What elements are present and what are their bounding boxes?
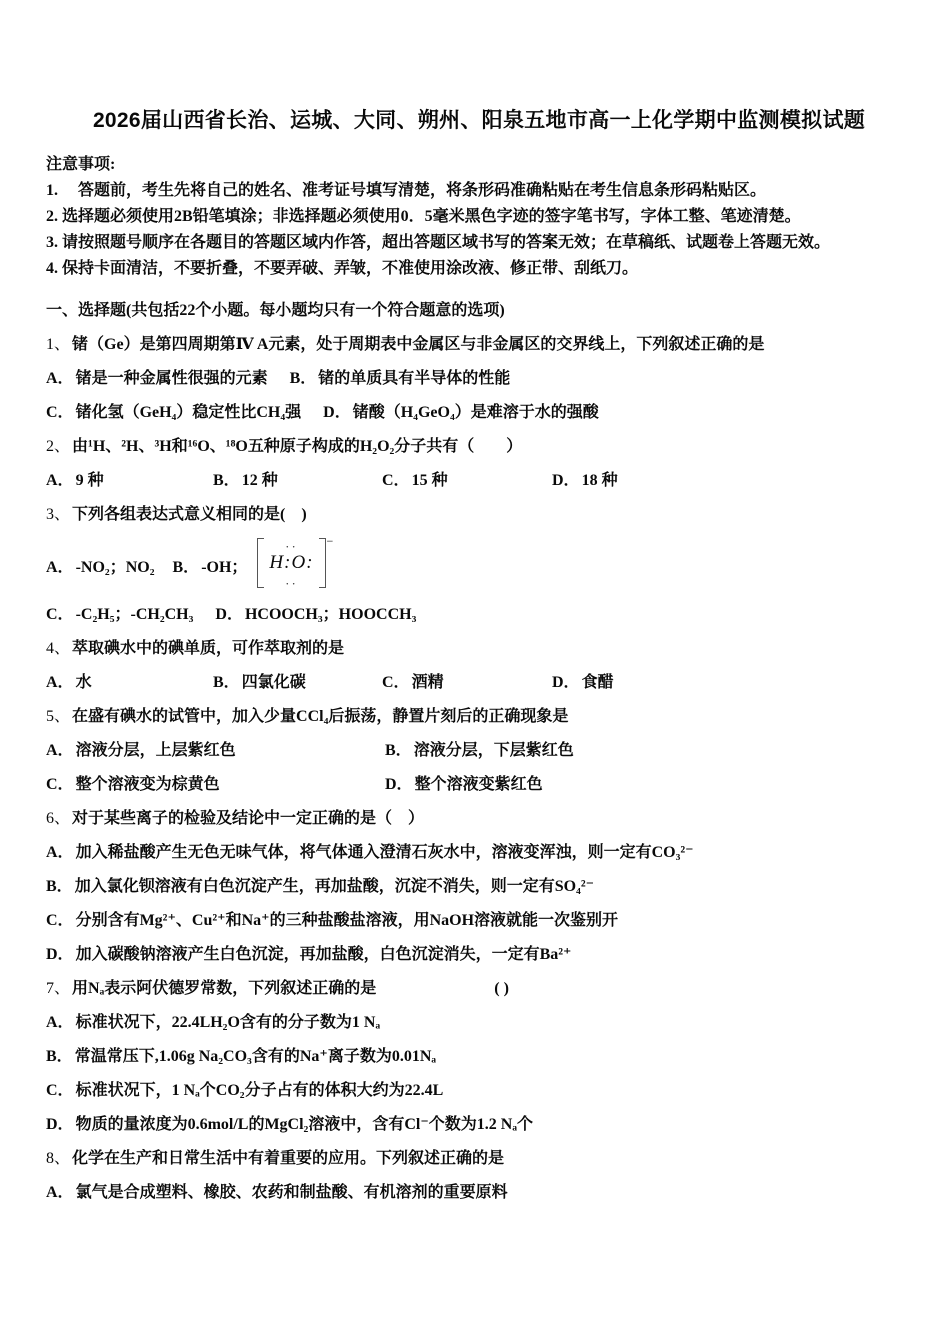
option-text: 加入氯化钡溶液有白色沉淀产生，再加盐酸，沉淀不消失，则一定有SO₄²⁻ <box>74 878 595 895</box>
question-stem-line <box>46 632 912 666</box>
question-stem-line <box>46 802 912 836</box>
option-label: A． <box>46 472 74 489</box>
option-label: B． <box>172 558 200 576</box>
option-label: B． <box>289 370 317 387</box>
lewis-right-bracket <box>319 538 326 588</box>
lewis-core <box>264 538 318 591</box>
option-row <box>46 396 912 430</box>
question-stem: 由¹H、²H、³H和¹⁶O、¹⁸O五种原子构成的H₂O₂分子共有（ ） <box>72 438 523 455</box>
option-c <box>46 1082 443 1099</box>
option-label: D． <box>552 674 580 691</box>
option-d <box>46 946 571 963</box>
option-label: A． <box>46 674 74 691</box>
option-label: B． <box>46 878 73 895</box>
lewis-structure-hydroxide <box>257 534 334 591</box>
option-text: 酒精 <box>411 674 444 691</box>
option-text: 9 种 <box>75 472 104 489</box>
option-d <box>552 666 912 700</box>
option-text: 锗酸（H₄GeO₄）是难溶于水的强酸 <box>352 404 599 421</box>
option-c <box>46 912 618 929</box>
question-stem-line <box>46 430 912 464</box>
option-label: A． <box>46 370 74 387</box>
question-number: 7、 <box>46 980 71 997</box>
option-label: A． <box>46 1184 74 1201</box>
option-a <box>46 370 268 387</box>
option-text: 常温常压下,1.06g Na₂CO₃含有的Na⁺离子数为0.01Nₐ <box>74 1048 437 1065</box>
option-row <box>46 464 912 498</box>
option-c <box>382 666 552 700</box>
question-2 <box>46 430 912 498</box>
option-row <box>46 836 912 870</box>
question-stem: 下列各组表达式意义相同的是( ) <box>72 506 307 523</box>
question-number: 8、 <box>46 1150 71 1167</box>
option-row <box>46 532 912 598</box>
option-b <box>46 1048 436 1065</box>
option-text: 加入稀盐酸产生无色无味气体，将气体通入澄清石灰水中，溶液变浑浊，则一定有CO₃²⁻ <box>75 844 694 861</box>
question-stem: 萃取碘水中的碘单质，可作萃取剂的是 <box>72 640 345 657</box>
option-b <box>213 666 382 700</box>
option-text: 水 <box>75 674 92 691</box>
option-text: 锗是一种金属性很强的元素 <box>75 370 268 387</box>
option-c <box>382 464 552 498</box>
option-label: A． <box>46 742 74 759</box>
option-text: 氯气是合成塑料、橡胶、农药和制盐酸、有机溶剂的重要原料 <box>75 1184 508 1201</box>
lewis-formula: H:O: <box>269 552 314 573</box>
question-stem: 在盛有碘水的试管中，加入少量CCl₄后振荡，静置片刻后的正确现象是 <box>72 708 569 725</box>
option-row <box>46 666 912 700</box>
option-a <box>46 1184 508 1201</box>
option-row <box>46 1108 912 1142</box>
option-label: C． <box>46 776 74 793</box>
option-text: 物质的量浓度为0.6mol/L的MgCl₂溶液中，含有Cl⁻个数为1.2 Nₐ个 <box>75 1116 534 1133</box>
option-text: 12 种 <box>241 472 278 489</box>
option-b <box>290 370 511 387</box>
option-label: B． <box>385 742 412 759</box>
option-label: D． <box>215 606 243 623</box>
option-d <box>46 1116 533 1133</box>
option-label: A． <box>46 844 74 861</box>
option-row <box>46 362 912 396</box>
question-8 <box>46 1142 912 1210</box>
question-stem-line <box>46 1142 912 1176</box>
option-text: 整个溶液变紫红色 <box>414 776 543 793</box>
option-text: HCOOCH₃；HOOCCH₃ <box>244 606 417 623</box>
note-item: 1. 答题前，考生先将自己的姓名、准考证号填写清楚，将条形码准确粘贴在考生信息条形码粘贴区。 <box>46 182 767 199</box>
option-label: A． <box>46 1014 74 1031</box>
answer-parentheses: ( ) <box>494 980 509 997</box>
option-row <box>46 1006 912 1040</box>
option-row <box>46 870 912 904</box>
question-stem-line <box>46 328 912 362</box>
option-a <box>46 666 213 700</box>
option-text: 分别含有Mg²⁺、Cu²⁺和Na⁺的三种盐酸盐溶液，用NaOH溶液就能一次鉴别开 <box>75 912 619 929</box>
option-row <box>46 768 912 802</box>
option-a <box>46 464 213 498</box>
option-text: 溶液分层，上层紫红色 <box>75 742 236 759</box>
question-stem-line <box>46 700 912 734</box>
option-text: 四氯化碳 <box>241 674 306 691</box>
question-5 <box>46 700 912 802</box>
question-6 <box>46 802 912 972</box>
question-number: 4、 <box>46 640 71 657</box>
page-title: 2026届山西省长治、运城、大同、朔州、阳泉五地市高一上化学期中监测模拟试题 <box>92 109 866 132</box>
option-label: B． <box>213 674 240 691</box>
option-text: 标准状况下，1 Nₐ个CO₂分子占有的体积大约为22.4L <box>75 1082 444 1099</box>
option-text: 18 种 <box>581 472 618 489</box>
lewis-left-bracket <box>257 538 264 588</box>
question-4 <box>46 632 912 700</box>
option-b <box>173 554 248 577</box>
option-text: 整个溶液变为棕黄色 <box>75 776 220 793</box>
question-stem-line <box>46 498 912 532</box>
note-item: 2. 选择题必须使用2B铅笔填涂；非选择题必须使用0．5毫米黑色字迹的签字笔书写，字体工整、笔迹清楚。 <box>46 208 801 225</box>
option-text: 加入碳酸钠溶液产生白色沉淀，再加盐酸，白色沉淀消失，一定有Ba²⁺ <box>75 946 572 963</box>
option-text: 食醋 <box>581 674 614 691</box>
option-label: D． <box>46 946 74 963</box>
question-7 <box>46 972 912 1142</box>
question-number: 3、 <box>46 506 71 523</box>
option-label: C． <box>46 1082 74 1099</box>
option-row <box>46 1176 912 1210</box>
question-number: 6、 <box>46 810 71 827</box>
option-text: 15 种 <box>411 472 448 489</box>
option-d <box>215 606 416 623</box>
notes-heading: 注意事项: <box>46 156 116 173</box>
note-item: 3. 请按照题号顺序在各题目的答题区域内作答，超出答题区域书写的答案无效；在草稿纸、试题卷上答题无效。 <box>46 234 831 251</box>
question-stem: 对于某些离子的检验及结论中一定正确的是（ ） <box>72 810 425 827</box>
option-text: 锗的单质具有半导体的性能 <box>318 370 511 387</box>
option-label: C． <box>46 912 74 929</box>
option-a <box>46 1014 380 1031</box>
option-c <box>46 606 193 623</box>
option-d <box>323 404 599 421</box>
lewis-bottom-dots: ·· <box>285 576 298 591</box>
option-b <box>46 878 594 895</box>
option-row <box>46 734 912 768</box>
option-a <box>46 844 694 861</box>
option-a <box>46 554 155 577</box>
option-row <box>46 938 912 972</box>
notes-section <box>46 152 912 282</box>
option-label: C． <box>46 404 74 421</box>
question-stem: 化学在生产和日常生活中有着重要的应用。下列叙述正确的是 <box>72 1150 505 1167</box>
option-text: -C₂H₅；-CH₂CH₃ <box>75 606 194 623</box>
note-item: 4. 保持卡面清洁，不要折叠，不要弄破、弄皱，不准使用涂改液、修正带、刮纸刀。 <box>46 260 639 277</box>
option-text: 标准状况下，22.4LH₂O含有的分子数为1 Nₐ <box>75 1014 381 1031</box>
option-c <box>46 768 385 802</box>
option-label: D． <box>46 1116 74 1133</box>
option-b <box>213 464 382 498</box>
question-number: 2、 <box>46 438 71 455</box>
option-d <box>552 464 912 498</box>
option-label: C． <box>46 606 74 623</box>
option-row <box>46 1040 912 1074</box>
question-stem: 锗（Ge）是第四周期第Ⅳ A元素，处于周期表中金属区与非金属区的交界线上，下列叙述正确的是 <box>72 336 765 353</box>
option-row <box>46 598 912 632</box>
option-row <box>46 904 912 938</box>
option-text: 溶液分层，下层紫红色 <box>413 742 574 759</box>
option-row <box>46 1074 912 1108</box>
lewis-charge: − <box>326 534 334 548</box>
option-text: 锗化氢（GeH₄）稳定性比CH₄强 <box>75 404 302 421</box>
option-label: C． <box>382 674 410 691</box>
option-label: B． <box>213 472 240 489</box>
option-text: -OH； <box>201 558 248 576</box>
question-number: 1、 <box>46 336 71 353</box>
option-d <box>385 768 912 802</box>
option-label: A． <box>46 558 74 576</box>
option-b <box>385 734 912 768</box>
lewis-top-dots: ·· <box>285 539 298 554</box>
section-heading: 一、选择题(共包括22个小题。每小题均只有一个符合题意的选项) <box>46 302 505 319</box>
option-label: D． <box>323 404 351 421</box>
option-label: D． <box>552 472 580 489</box>
question-number: 5、 <box>46 708 71 725</box>
option-label: D． <box>385 776 413 793</box>
question-stem-line <box>46 972 912 1006</box>
option-c <box>46 404 301 421</box>
question-1 <box>46 328 912 430</box>
question-3 <box>46 498 912 632</box>
option-a <box>46 734 385 768</box>
option-text: -NO₂；NO₂ <box>75 558 155 576</box>
question-stem: 用Nₐ表示阿伏德罗常数，下列叙述正确的是 <box>72 980 377 997</box>
option-label: B． <box>46 1048 73 1065</box>
option-label: C． <box>382 472 410 489</box>
